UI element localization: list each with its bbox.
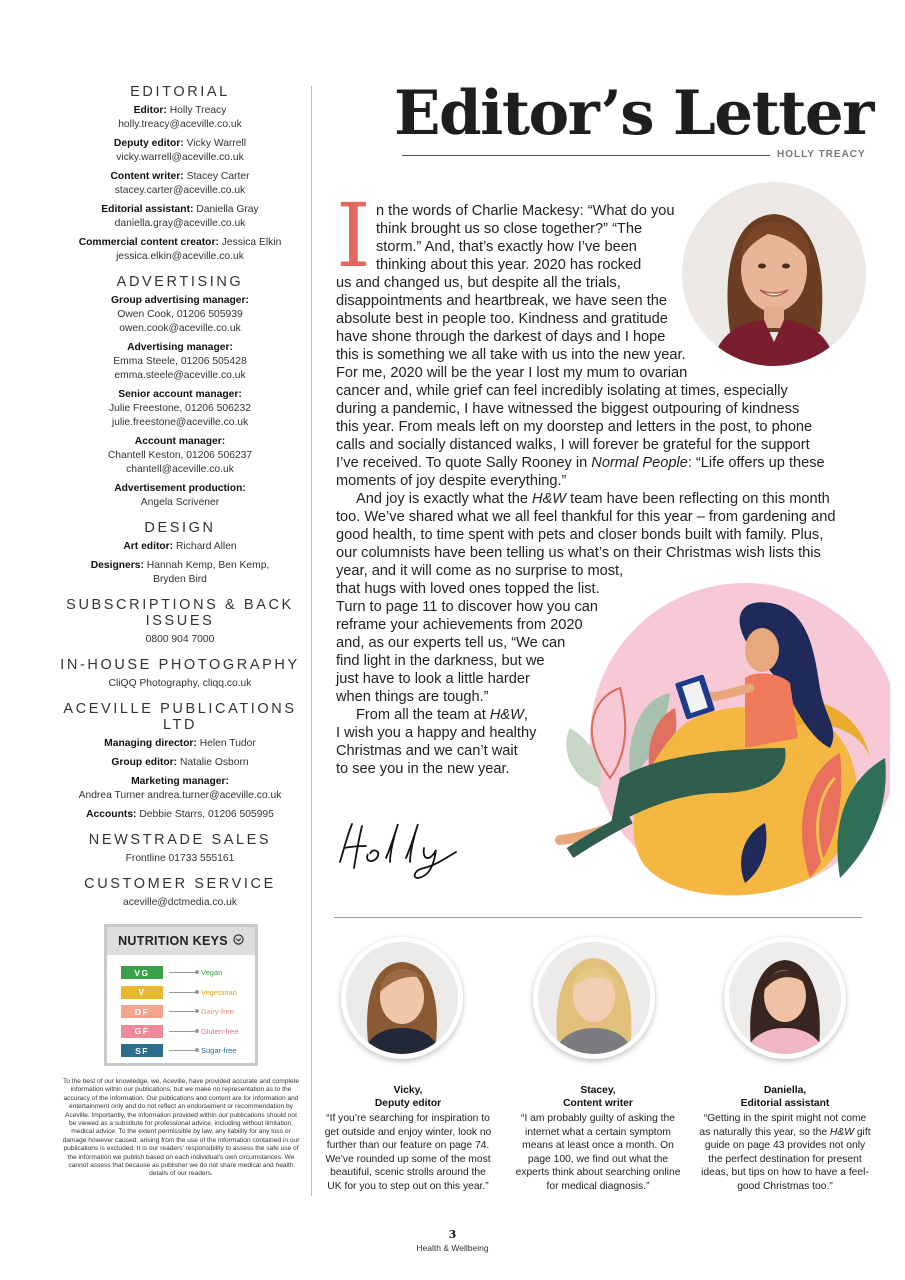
byline: HOLLY TREACY xyxy=(777,149,866,160)
arrow-icon xyxy=(169,1050,197,1051)
body-line: this is something we all take with us into the new year. xyxy=(336,347,686,363)
body-line: find light in the darkness, but we xyxy=(336,653,545,669)
credit-role: Account manager: xyxy=(134,436,226,447)
masthead-column xyxy=(60,84,300,910)
column-divider xyxy=(311,86,312,1196)
arrow-icon xyxy=(169,992,197,993)
editor-portrait xyxy=(682,182,866,366)
page-title: Editor’s Letter xyxy=(394,78,873,149)
credit-role: Senior account manager: xyxy=(118,389,242,400)
body-line: n the words of Charlie Mackesy: “What do you xyxy=(376,203,675,219)
section-title-aceville: ACEVILLE PUBLICATIONS LTD xyxy=(63,701,297,733)
body-line: when things are tough.” xyxy=(336,689,489,705)
credit-role: Advertising manager: xyxy=(127,342,233,353)
credit-email[interactable]: stacey.carter@aceville.co.uk xyxy=(114,185,246,196)
body-line: I wish you a happy and healthy xyxy=(336,725,537,741)
nutrition-key-row xyxy=(107,1022,255,1042)
body-line: calls and socially distanced walks, I will forever be grateful for the support xyxy=(336,437,810,453)
body-line: have shone through the darkest of days and I hope xyxy=(336,329,666,345)
body-line: too. We’ve shared what we all feel thankful for this year – from gardening and xyxy=(336,509,836,525)
arrow-icon xyxy=(169,972,197,973)
magazine-name: Health & Wellbeing xyxy=(416,1243,489,1253)
section-title-design: DESIGN xyxy=(144,520,216,536)
photography-credit: CliQQ Photography, cliqq.co.uk xyxy=(108,678,252,689)
body-line: think brought us so close together?” “The xyxy=(376,221,643,237)
body-line: Turn to page 11 to discover how you can xyxy=(336,599,599,615)
credit-role-line: Editor: Holly Treacy xyxy=(133,105,227,116)
credit-role-line: Art editor: Richard Allen xyxy=(123,541,237,552)
nutrition-key-badge: SF xyxy=(121,1044,163,1057)
nutrition-key-row xyxy=(107,1041,255,1061)
arrow-icon xyxy=(169,1031,197,1032)
body-line: to see you in the new year. xyxy=(336,761,510,777)
body-line: that hugs with loved ones topped the list. xyxy=(336,581,600,597)
credit-name: Owen Cook, 01206 505939 xyxy=(117,309,243,320)
arrow-icon xyxy=(169,1011,197,1012)
team-member-vicky: Vicky, Deputy editor xyxy=(374,1085,442,1109)
team-quote-vicky: “If you’re searching for inspiration to get outside and enjoy winter, look no further than our feature on page 74. We’ve rounded up some of the most beautiful, scenic strolls around the UK for you to step out on this year.” xyxy=(324,1113,492,1192)
credit-email[interactable]: emma.steele@aceville.co.uk xyxy=(114,370,246,381)
body-line: just have to look a little harder xyxy=(336,671,530,687)
customer-service-email[interactable]: aceville@dctmedia.co.uk xyxy=(122,897,238,908)
stacey-photo xyxy=(533,937,655,1059)
credit-role: Marketing manager: xyxy=(131,776,229,787)
body-line: reframe your achievements from 2020 xyxy=(336,617,583,633)
section-title-newstrade: NEWSTRADE SALES xyxy=(88,832,272,848)
nutrition-key-row xyxy=(107,1002,255,1022)
body-line: our columnists have been telling us what’s on their Christmas wish lists this xyxy=(336,545,821,561)
team-member-stacey: Stacey, Content writer xyxy=(563,1085,633,1109)
byline-rule xyxy=(402,155,770,156)
credit-name: Andrea Turner andrea.turner@aceville.co.uk xyxy=(78,790,282,801)
holly-signature xyxy=(334,818,474,882)
credit-email[interactable]: jessica.elkin@aceville.co.uk xyxy=(116,251,244,262)
team-quote-daniella: “Getting in the spirit might not come as naturally this year, so the H&W gift guide on page 43 provides not only the perfect destination for present ideas, but tips on how to have a feel-good Christmas too.” xyxy=(699,1113,871,1192)
credit-name: Emma Steele, 01206 505428 xyxy=(113,356,247,367)
credit-name: Angela Scrivener xyxy=(140,497,220,508)
body-line: storm.” And, that’s exactly how I’ve been xyxy=(376,239,637,255)
newstrade-phone: Frontline 01733 555161 xyxy=(125,853,235,864)
nutrition-key-badge: V xyxy=(121,986,163,999)
body-line: moments of joy despite everything.” xyxy=(336,473,567,489)
body-line: during a pandemic, I have witnessed the biggest outpouring of kindness xyxy=(336,401,800,417)
body-line: disappointments and heartbreak, we have seen the xyxy=(336,293,668,309)
credit-role-line: Designers: Hannah Kemp, Ben Kemp, xyxy=(90,560,270,571)
subscriptions-phone[interactable]: 0800 904 7000 xyxy=(145,634,215,645)
legal-disclaimer: To the best of our knowledge, we, Aceville, have provided accurate and complete information within our publications, but we make no representation as to the accuracy of the information. Our publications and content are for information and entertainment only and do not reflect an endorsement or recommendation by Aceville. Importantly, the information provided within our publications should not be viewed as a substitute for professional advice, including without limitation, medical advice. To the extent permissible by law, any liability for any loss or damage however caused, arising from the use of the information contained in our publications is excluded. It is our readers' responsibility to assess the safe use of the information we publish based on each individual's own circumstances. We cannot assess that because as publisher we do not share medical and health details of our readers. xyxy=(62,1078,300,1178)
body-line: Christmas and we can’t wait xyxy=(336,743,518,759)
credit-email[interactable]: chantell@aceville.co.uk xyxy=(126,464,234,475)
section-divider xyxy=(334,917,862,918)
credit-role-line: Commercial content creator: Jessica Elkin xyxy=(78,237,282,248)
credit-role-line: Managing director: Helen Tudor xyxy=(104,738,256,749)
nutrition-key-label: Sugar-free xyxy=(201,1046,237,1056)
chevron-down-icon xyxy=(233,934,244,948)
body-line: and, as our experts tell us, “We can xyxy=(336,635,566,651)
reading-woman-illustration xyxy=(540,578,890,898)
body-line: us and changed us, but despite all the trials, xyxy=(336,275,621,291)
drop-cap: I xyxy=(336,184,371,287)
credit-name: Julie Freestone, 01206 506232 xyxy=(109,403,251,414)
credit-role-line: Deputy editor: Vicky Warrell xyxy=(113,138,247,149)
nutrition-key-badge: VG xyxy=(121,966,163,979)
credit-role-line: Editorial assistant: Daniella Gray xyxy=(101,204,259,215)
credit-role: Advertisement production: xyxy=(114,483,246,494)
nutrition-key-badge: DF xyxy=(121,1005,163,1018)
nutrition-key-badge: GF xyxy=(121,1025,163,1038)
body-line: thinking about this year. 2020 has rocked xyxy=(376,257,642,273)
body-line: And joy is exactly what the H&W team have been reflecting on this month xyxy=(356,491,830,507)
credit-role-line: Accounts: Debbie Starrs, 01206 505995 xyxy=(86,809,274,820)
body-line: From all the team at H&W, xyxy=(356,707,528,723)
body-line: For me, 2020 will be the year I lost my mum to ovarian xyxy=(336,365,688,381)
body-line: I’ve received. To quote Sally Rooney in Normal People: “Life offers up these xyxy=(336,455,825,471)
credit-role-line: Group editor: Natalie Osborn xyxy=(111,757,249,768)
nutrition-key-row xyxy=(107,983,255,1003)
nutrition-key-label: Gluten-free xyxy=(201,1026,239,1036)
team-quote-stacey: “I am probably guilty of asking the internet what a certain symptom means at least once a month. On page 100, we find out what the experts think about searching online for medical diagnosis.” xyxy=(515,1113,681,1192)
team-member-daniella: Daniella, Editorial assistant xyxy=(740,1085,830,1109)
section-title-editorial: EDITORIAL xyxy=(130,84,230,100)
nutrition-keys-title: NUTRITION KEYS xyxy=(118,934,228,948)
credit-email[interactable]: holly.treacy@aceville.co.uk xyxy=(118,119,242,130)
nutrition-key-label: Vegetarian xyxy=(201,987,237,997)
credit-email[interactable]: julie.freestone@aceville.co.uk xyxy=(111,417,249,428)
section-title-subscriptions: SUBSCRIPTIONS & BACK ISSUES xyxy=(66,597,294,629)
credit-role-line: Content writer: Stacey Carter xyxy=(110,171,250,182)
nutrition-key-label: Vegan xyxy=(201,968,223,978)
nutrition-key-label: Dairy-free xyxy=(201,1007,234,1017)
credit-role: Group advertising manager: xyxy=(111,295,249,306)
body-line: year, and it will come as no surprise to most, xyxy=(336,563,624,579)
body-line: this year. From meals left on my doorstep and letters in the post, to phone xyxy=(336,419,813,435)
body-line: cancer and, while grief can feel incredibly isolating at times, especially xyxy=(336,383,788,399)
page-number: 3 xyxy=(448,1228,457,1241)
vicky-photo xyxy=(341,937,463,1059)
nutrition-keys-header xyxy=(107,927,255,955)
section-title-photography: IN-HOUSE PHOTOGRAPHY xyxy=(60,657,300,673)
credit-name: Bryden Bird xyxy=(153,574,207,585)
section-title-advertising: ADVERTISING xyxy=(116,274,244,290)
body-line: good health, to time spent with pets and closer bonds built with family. Plus, xyxy=(336,527,824,543)
nutrition-key-row xyxy=(107,963,255,983)
section-title-customer-service: CUSTOMER SERVICE xyxy=(84,876,276,892)
credit-email[interactable]: vicky.warrell@aceville.co.uk xyxy=(116,152,244,163)
credit-email[interactable]: owen.cook@aceville.co.uk xyxy=(119,323,241,334)
body-line: absolute best in people too. Kindness and gratitude xyxy=(336,311,668,327)
daniella-photo xyxy=(724,937,846,1059)
nutrition-keys-box xyxy=(104,924,258,1066)
credit-email[interactable]: daniella.gray@aceville.co.uk xyxy=(114,218,246,229)
credit-name: Chantell Keston, 01206 506237 xyxy=(107,450,253,461)
